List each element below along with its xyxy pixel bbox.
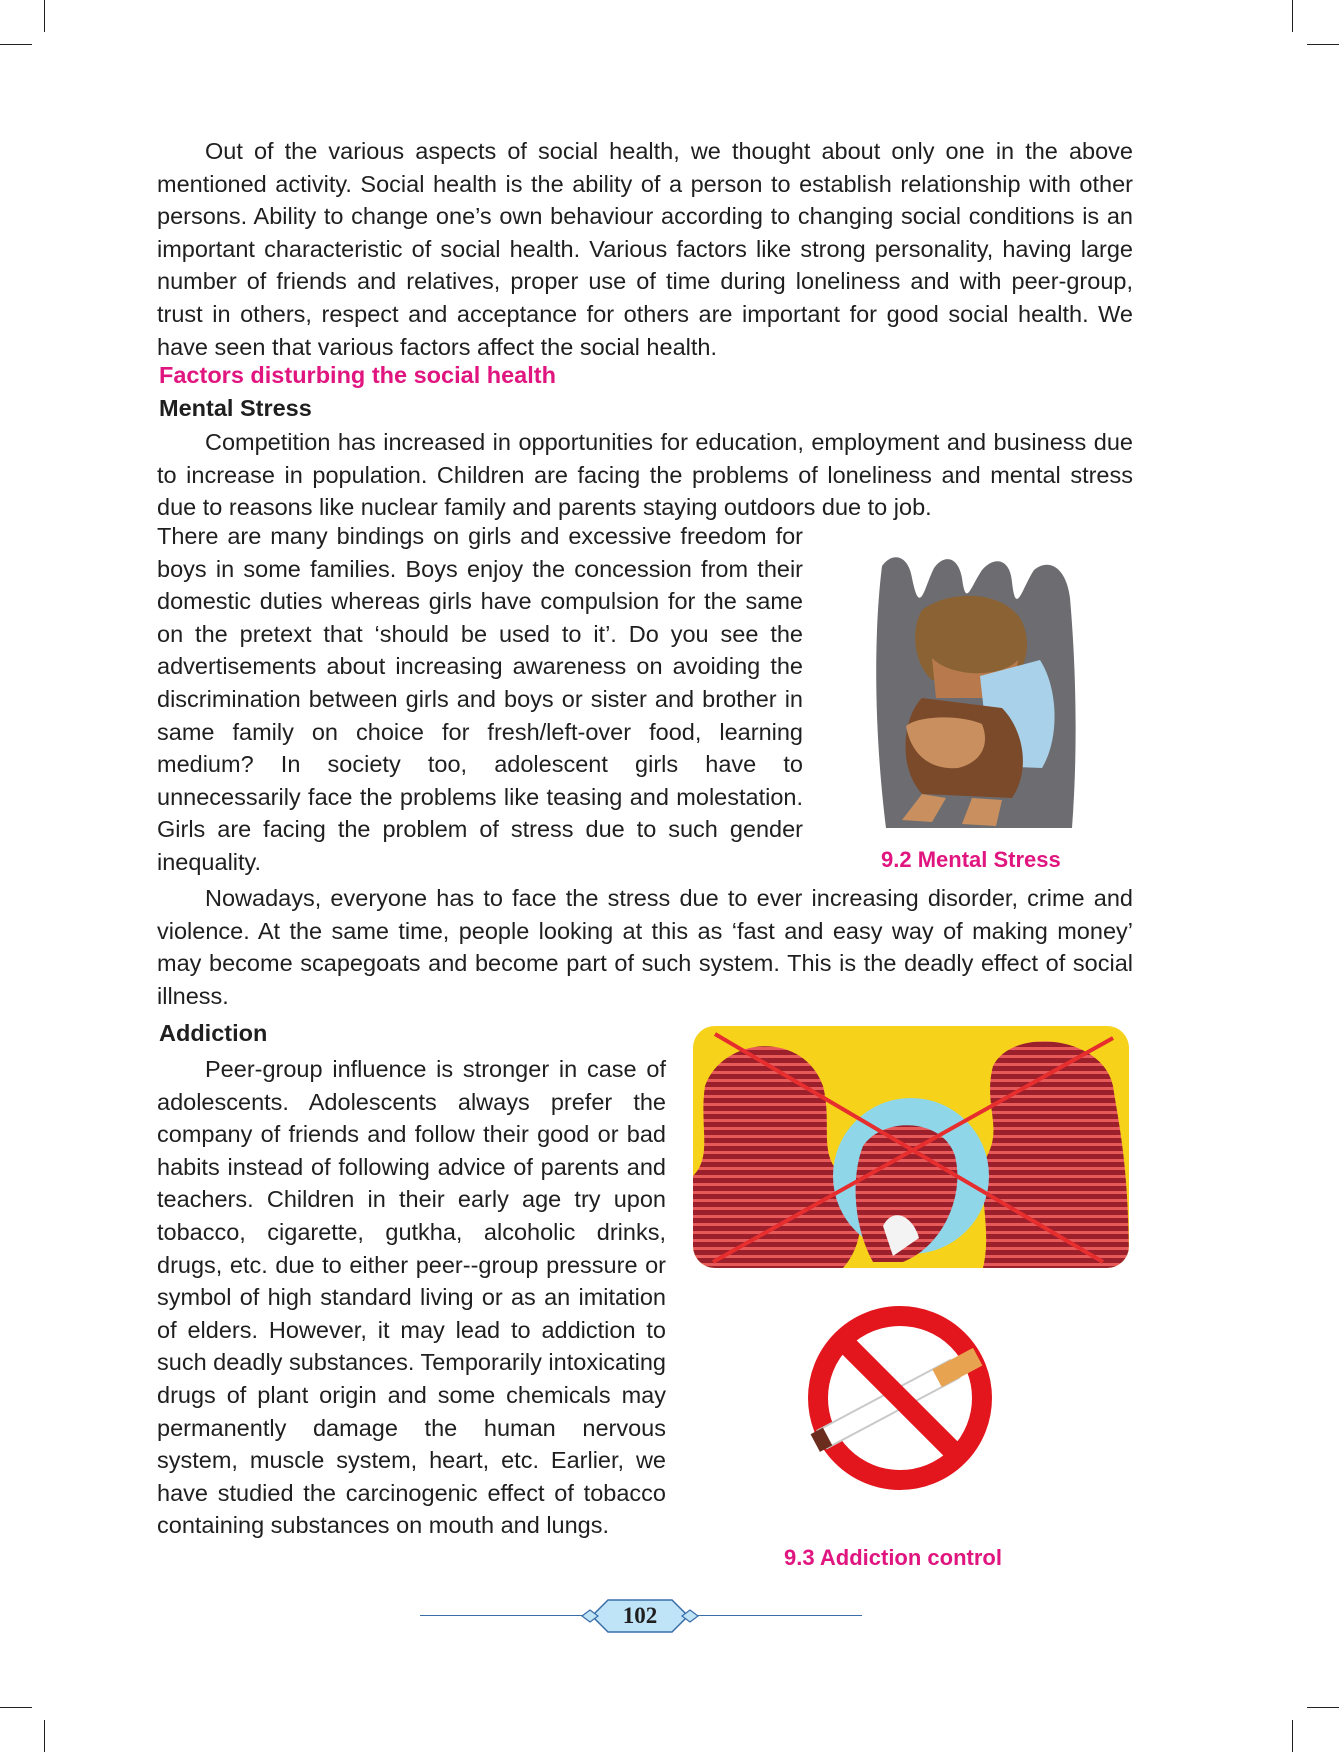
- stress-paragraph-1: Competition has increased in opportunities for education, employment and business due to increase in population. Children are facing the problems of loneliness and mental stress due to reasons like nuclear family and parents staying outdoors due to job.: [157, 429, 1133, 521]
- no-smoking-sign-icon: [792, 1300, 1010, 1496]
- crop-mark: [1292, 1720, 1293, 1752]
- crop-mark: [0, 44, 32, 45]
- addiction-paragraph: Peer-group influence is stronger in case of adolescents. Adolescents always prefer the company of friends and follow their good or bad habits instead of following advice of parents and teachers. Children in their early age try upon tobacco, cigarette, gutkha, alcoholic drinks, drugs, etc. due to either peer--group pressure or symbol of high standard living or as an imitation of elders. However, it may lead to addiction to such deadly substances. Temporarily intoxicating drugs of plant origin and some chemicals may permanently damage the human nervous system, muscle system, heart, etc. Earlier, we have studied the carcinogenic effect of tobacco containing substances on mouth and lungs.: [157, 1056, 667, 1539]
- addiction-poster-figure: [693, 1026, 1129, 1268]
- figure-caption-9-3: 9.3 Addiction control: [784, 1545, 1002, 1570]
- crop-mark: [1307, 1707, 1339, 1708]
- stress-paragraph-2: There are many bindings on girls and excessive freedom for boys in some families. Boys enjoy the concession from their domestic duties whereas girls have compulsion for the same on the pretext that ‘should be used to it’. Do you see the advertisements about increasing awareness on avoiding the discrimination between girls and boys or sister and brother in same family on choice for fresh/left-over food, learning medium? In society too, adolescent girls have to unnecessarily face the problems like teasing and molestation. Girls are facing the problem of stress due to such gender inequality.: [157, 523, 803, 875]
- crop-mark: [44, 1720, 45, 1752]
- subheading-addiction: Addiction: [159, 1020, 268, 1046]
- crop-mark: [1307, 44, 1339, 45]
- intro-paragraph: Out of the various aspects of social health, we thought about only one in the above mentioned activity. Social health is the ability of a person to establish relationship with other persons. Ability to change one’s own behaviour according to changing social conditions is an important characteristic of social health. Various factors like strong personality, having large number of friends and relatives, proper use of time during loneliness and with peer-group, trust in others, respect and acceptance for others are important for good social health. We have seen that various factors affect the social health.: [157, 138, 1133, 360]
- stress-paragraph-3: Nowadays, everyone has to face the stress due to ever increasing disorder, crime and violence. At the same time, people looking at this as ‘fast and easy way of making money’ may become scapegoats and become part of such system. This is the deadly effect of social illness.: [157, 885, 1133, 1009]
- page-number-rule-left: [420, 1615, 590, 1616]
- crop-mark: [1292, 0, 1293, 32]
- page-number-rule-right: [690, 1615, 862, 1616]
- crop-mark: [0, 1707, 32, 1708]
- figure-caption-9-2: 9.2 Mental Stress: [881, 847, 1061, 872]
- page-number: 102: [622, 1603, 658, 1628]
- section-heading: Factors disturbing the social health: [159, 362, 556, 388]
- crop-mark: [44, 0, 45, 32]
- mental-stress-figure: [862, 548, 1084, 844]
- subheading-mental-stress: Mental Stress: [159, 395, 312, 421]
